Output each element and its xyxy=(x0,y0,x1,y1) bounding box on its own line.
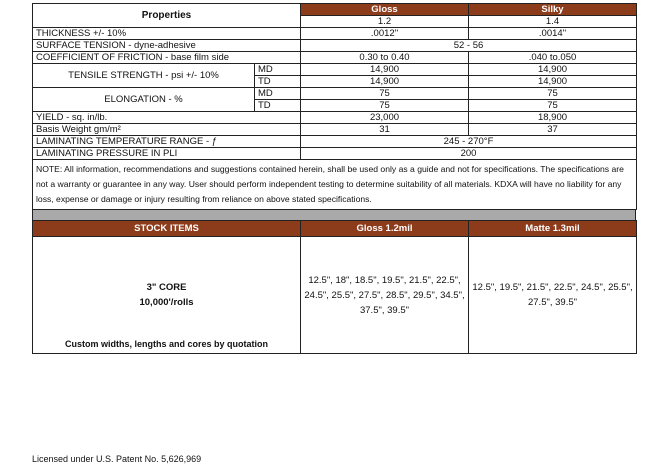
matte-sizes-cell xyxy=(469,237,637,354)
tensile-label: TENSILE STRENGTH - psi +/- 10% xyxy=(33,64,255,88)
friction-label: COEFFICIENT OF FRICTION - base film side xyxy=(33,52,301,64)
yield-label: YIELD - sq. in/lb. xyxy=(33,112,301,124)
lam-temp-row xyxy=(33,136,637,148)
basis-label: Basis Weight gm/m² xyxy=(33,124,301,136)
elongation-td-label: TD xyxy=(255,100,301,112)
elongation-md-label: MD xyxy=(255,88,301,100)
thickness-row xyxy=(33,28,637,40)
custom-note: Custom widths, lengths and cores by quotation xyxy=(64,339,268,349)
disclaimer-note: NOTE: All information, recommendations and suggestions contained herein, shall be used only as a guide and not for specifications. The specifications are not a warranty or guarantee in any way. User should perform independent testing to determine suitability of all materials. KDXA will have no liability for any loss, expense or damage or injury resulting from reliance on above stated specifications. xyxy=(33,160,637,210)
yield-silky: 18,900 xyxy=(469,112,637,124)
properties-header: Properties xyxy=(33,4,301,28)
tensile-md-gloss: 14,900 xyxy=(301,64,469,76)
elongation-td-silky: 75 xyxy=(469,100,637,112)
surface-label: SURFACE TENSION - dyne-adhesive xyxy=(33,40,301,52)
yield-row xyxy=(33,112,637,124)
tensile-td-label: TD xyxy=(255,76,301,88)
lam-press-label: LAMINATING PRESSURE IN PLI xyxy=(33,148,301,160)
lam-press-value: 200 xyxy=(301,148,637,160)
lam-press-row xyxy=(33,148,637,160)
matte-sizes: 12.5", 19.5", 21.5", 22.5", 24.5", 25.5", 27.5", 39.5" xyxy=(472,282,633,308)
patent-license: Licensed under U.S. Patent No. 5,626,969 xyxy=(32,454,202,464)
silky-header: Silky xyxy=(469,4,637,16)
stock-matte-header: Matte 1.3mil xyxy=(469,221,637,237)
friction-silky: .040 to.050 xyxy=(469,52,637,64)
yield-gloss: 23,000 xyxy=(301,112,469,124)
elongation-md-silky: 75 xyxy=(469,88,637,100)
section-separator xyxy=(32,210,636,220)
tensile-md-silky: 14,900 xyxy=(469,64,637,76)
spec-sheet xyxy=(32,3,636,354)
properties-table xyxy=(32,3,637,210)
gloss-sizes-cell xyxy=(301,237,469,354)
lam-temp-label: LAMINATING TEMPERATURE RANGE - ƒ xyxy=(33,136,301,148)
stock-gloss-header: Gloss 1.2mil xyxy=(301,221,469,237)
basis-row xyxy=(33,124,637,136)
gloss-grade: 1.2 xyxy=(301,16,469,28)
elongation-td-gloss: 75 xyxy=(301,100,469,112)
roll-length: 10,000'/rolls xyxy=(139,297,194,308)
tensile-md-row xyxy=(33,64,637,76)
gloss-header: Gloss xyxy=(301,4,469,16)
basis-silky: 37 xyxy=(469,124,637,136)
elongation-md-gloss: 75 xyxy=(301,88,469,100)
surface-row xyxy=(33,40,637,52)
tensile-td-silky: 14,900 xyxy=(469,76,637,88)
surface-value: 52 - 56 xyxy=(301,40,637,52)
stock-items-header: STOCK ITEMS xyxy=(33,221,301,237)
basis-gloss: 31 xyxy=(301,124,469,136)
tensile-md-label: MD xyxy=(255,64,301,76)
stock-items-table xyxy=(32,220,637,354)
friction-row xyxy=(33,52,637,64)
friction-gloss: 0.30 to 0.40 xyxy=(301,52,469,64)
elongation-md-row xyxy=(33,88,637,100)
core-cell xyxy=(33,237,301,354)
thickness-silky: .0014" xyxy=(469,28,637,40)
silky-grade: 1.4 xyxy=(469,16,637,28)
lam-temp-value: 245 - 270°F xyxy=(301,136,637,148)
thickness-gloss: .0012" xyxy=(301,28,469,40)
elongation-label: ELONGATION - % xyxy=(33,88,255,112)
tensile-td-gloss: 14,900 xyxy=(301,76,469,88)
thickness-label: THICKNESS +/- 10% xyxy=(33,28,301,40)
core-size: 3" CORE xyxy=(146,282,187,293)
gloss-sizes: 12.5", 18", 18.5", 19.5", 21.5", 22.5", 24.5", 25.5", 27.5", 28.5", 29.5", 34.5", 37.5", 39.5" xyxy=(304,274,465,316)
